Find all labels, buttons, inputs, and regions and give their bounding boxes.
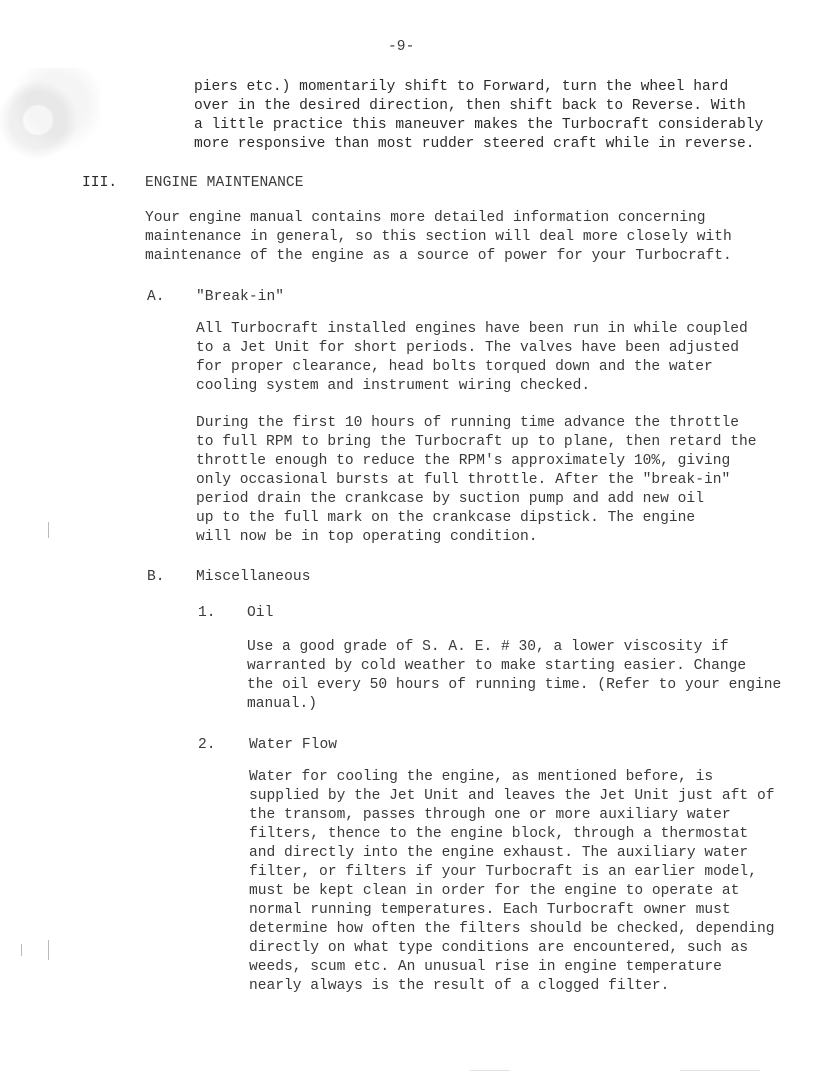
oil-paragraph <box>247 638 781 714</box>
text-line: nearly always is the result of a clogged filter. <box>249 978 670 994</box>
text-line: filters, thence to the engine block, through a thermostat <box>249 826 749 842</box>
text-line: weeds, scum etc. An unusual rise in engine temperature <box>249 959 722 975</box>
text-line: Your engine manual contains more detailed information concerning <box>145 210 706 226</box>
text-line: up to the full mark on the crankcase dipstick. The engine <box>196 510 696 526</box>
text-line: All Turbocraft installed engines have been run in while coupled <box>196 321 748 337</box>
subsection-b-letter: B. <box>147 569 165 585</box>
text-line: maintenance in general, so this section will deal more closely with <box>145 229 732 245</box>
page-number: -9- <box>388 39 415 55</box>
section-intro-paragraph <box>145 209 732 266</box>
text-line: must be kept clean in order for the engine to operate at <box>249 883 740 899</box>
text-line: to a Jet Unit for short periods. The valves have been adjusted <box>196 340 739 356</box>
text-line: determine how often the filters should be checked, depending <box>249 921 775 937</box>
scan-mark <box>48 522 49 538</box>
text-line: the transom, passes through one or more auxiliary water <box>249 807 731 823</box>
text-line: Use a good grade of S. A. E. # 30, a lower viscosity if <box>247 639 729 655</box>
item-2-number: 2. <box>198 737 216 753</box>
text-line: piers etc.) momentarily shift to Forward, turn the wheel hard <box>194 79 729 95</box>
scan-mark <box>680 1070 760 1071</box>
text-line: more responsive than most rudder steered craft while in reverse. <box>194 136 755 152</box>
text-line: to full RPM to bring the Turbocraft up to plane, then retard the <box>196 434 757 450</box>
text-line: will now be in top operating condition. <box>196 529 538 545</box>
text-line: for proper clearance, head bolts torqued down and the water <box>196 359 713 375</box>
text-line: throttle enough to reduce the RPM's approximately 10%, giving <box>196 453 731 469</box>
water-flow-paragraph <box>249 768 774 996</box>
scan-mark <box>21 944 22 956</box>
subsection-a-letter: A. <box>147 289 165 305</box>
text-line: and directly into the engine exhaust. The auxiliary water <box>249 845 749 861</box>
scan-smudge <box>0 68 100 163</box>
item-1-number: 1. <box>198 605 216 621</box>
break-in-paragraph-2 <box>196 414 757 547</box>
section-heading: ENGINE MAINTENANCE <box>145 175 304 191</box>
text-line: filter, or filters if your Turbocraft is an earlier model, <box>249 864 757 880</box>
text-line: cooling system and instrument wiring checked. <box>196 378 591 394</box>
item-2-heading: Water Flow <box>249 737 338 753</box>
item-1-heading: Oil <box>247 605 274 621</box>
text-line: over in the desired direction, then shift back to Reverse. With <box>194 98 746 114</box>
text-line: Water for cooling the engine, as mentioned before, is <box>249 769 714 785</box>
text-line: warranted by cold weather to make starting easier. Change <box>247 658 747 674</box>
text-line: directly on what type conditions are encountered, such as <box>249 940 749 956</box>
text-line: manual.) <box>247 696 318 712</box>
text-line: During the first 10 hours of running time advance the throttle <box>196 415 739 431</box>
text-line: the oil every 50 hours of running time. (Refer to your engine <box>247 677 782 693</box>
text-line: normal running temperatures. Each Turbocraft owner must <box>249 902 731 918</box>
section-numeral: III. <box>82 175 118 191</box>
scan-mark <box>470 1070 510 1071</box>
text-line: maintenance of the engine as a source of power for your Turbocraft. <box>145 248 732 264</box>
text-line: supplied by the Jet Unit and leaves the Jet Unit just aft of <box>249 788 775 804</box>
text-line: only occasional bursts at full throttle. After the "break-in" <box>196 472 731 488</box>
text-line: period drain the crankcase by suction pump and add new oil <box>196 491 704 507</box>
intro-paragraph <box>194 78 763 154</box>
text-line: a little practice this maneuver makes the Turbocraft considerably <box>194 117 764 133</box>
subsection-b-heading: Miscellaneous <box>196 569 311 585</box>
subsection-a-heading: "Break-in" <box>196 289 285 305</box>
break-in-paragraph-1 <box>196 320 748 396</box>
scan-mark <box>48 940 49 960</box>
